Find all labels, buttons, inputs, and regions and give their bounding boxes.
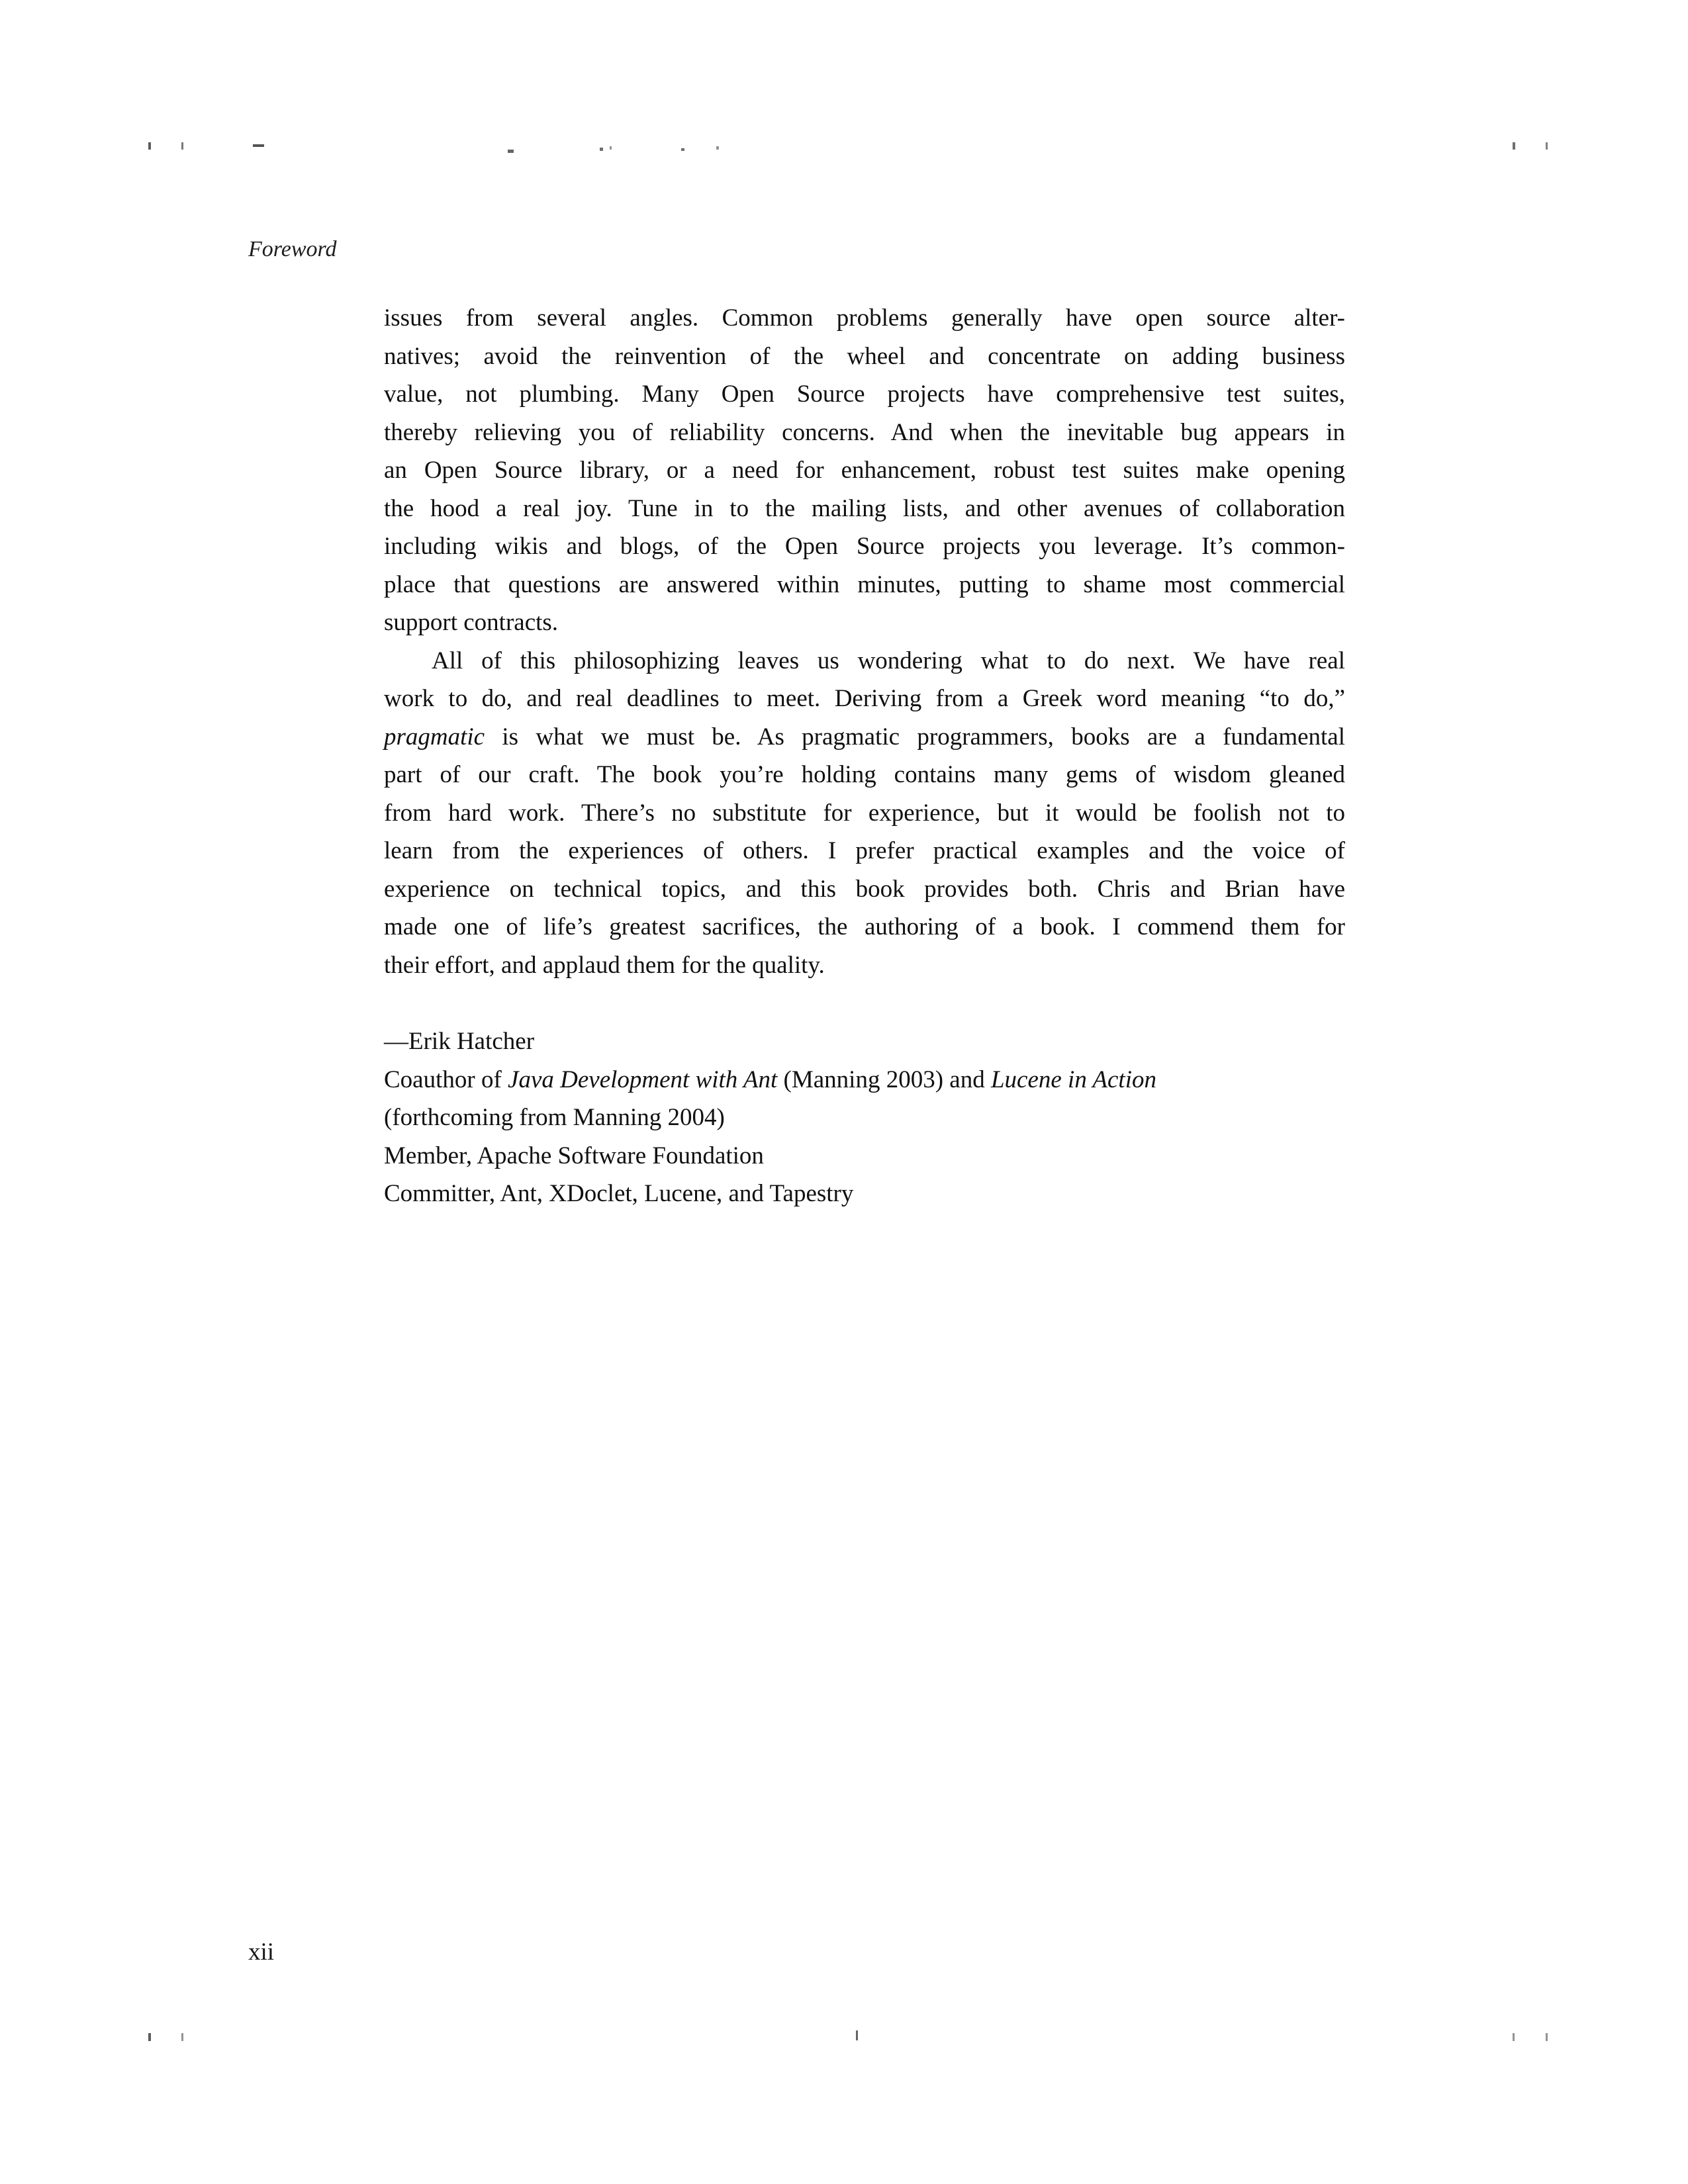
text-line — [384, 756, 1345, 794]
text-run: Member, Apache Software Foundation — [384, 1142, 764, 1169]
paragraph-continuation — [384, 299, 1345, 642]
text-line — [384, 680, 1345, 718]
print-mark — [181, 2033, 183, 2041]
text-line — [384, 832, 1345, 870]
text-line — [384, 527, 1345, 566]
text-run: from hard work. There’s no substitute for experience, but it would be foolish not to — [384, 799, 1345, 827]
signature-block — [384, 1023, 1345, 1213]
text-run: part of our craft. The book you’re holding contains many gems of wisdom gleaned — [384, 761, 1345, 788]
print-mark — [148, 142, 151, 150]
text-run: natives; avoid the reinvention of the wheel and concentrate on adding business — [384, 342, 1345, 370]
text-run: including wikis and blogs, of the Open Source projects you leverage. It’s common- — [384, 533, 1345, 560]
text-line — [384, 338, 1345, 376]
text-run: their effort, and applaud them for the quality. — [384, 951, 825, 979]
text-run: support contracts. — [384, 609, 559, 636]
page-number: xii — [248, 1938, 275, 1966]
print-mark — [1546, 142, 1548, 150]
paragraph-philosophizing — [384, 642, 1345, 985]
text-run: Committer, Ant, XDoclet, Lucene, and Tapestry — [384, 1180, 854, 1207]
text-run: experience on technical topics, and this book provides both. Chris and Brian have — [384, 875, 1345, 903]
print-mark — [253, 144, 264, 147]
text-line — [384, 1175, 1345, 1213]
text-line — [384, 1061, 1345, 1099]
text-line — [384, 566, 1345, 604]
text-line — [384, 718, 1345, 756]
text-line — [384, 375, 1345, 414]
text-line — [384, 908, 1345, 946]
text-run: All of this philosophizing leaves us wondering what to do next. We have real — [432, 647, 1345, 674]
print-mark — [1513, 142, 1515, 150]
text-run: made one of life’s greatest sacrifices, the authoring of a book. I commend them for — [384, 913, 1345, 940]
print-mark — [716, 146, 719, 150]
text-run: (Manning 2003) and — [777, 1066, 991, 1093]
text-line — [384, 642, 1345, 680]
print-mark — [181, 142, 183, 150]
print-mark — [610, 146, 612, 150]
text-line — [384, 604, 1345, 642]
italic-text: Java Development with Ant — [508, 1066, 778, 1093]
text-run: an Open Source library, or a need for enhancement, robust test suites make opening — [384, 457, 1345, 484]
print-mark — [600, 148, 603, 151]
text-line — [384, 299, 1345, 338]
text-run: learn from the experiences of others. I prefer practical examples and the voice of — [384, 837, 1345, 864]
text-line — [384, 414, 1345, 452]
text-line — [384, 1023, 1345, 1061]
print-mark — [856, 2030, 858, 2040]
text-run: is what we must be. As pragmatic programmers, books are a fundamental — [485, 723, 1345, 751]
text-line — [384, 870, 1345, 909]
italic-text: Lucene in Action — [990, 1066, 1156, 1093]
text-run: thereby relieving you of reliability concerns. And when the inevitable bug appears in — [384, 418, 1345, 446]
italic-text: pragmatic — [384, 723, 485, 751]
text-line — [384, 451, 1345, 490]
text-run: Coauthor of — [384, 1066, 508, 1093]
text-line — [384, 1137, 1345, 1175]
print-mark — [1513, 2033, 1515, 2041]
text-line — [384, 946, 1345, 985]
text-line — [384, 490, 1345, 528]
print-mark — [148, 2033, 151, 2041]
text-run: (forthcoming from Manning 2004) — [384, 1104, 725, 1131]
text-run: place that questions are answered within minutes, putting to shame most commercial — [384, 570, 1345, 598]
print-mark — [1546, 2033, 1548, 2041]
text-run: issues from several angles. Common problems generally have open source alter- — [384, 304, 1345, 332]
text-line — [384, 794, 1345, 833]
text-run: the hood a real joy. Tune in to the mailing lists, and other avenues of collaboration — [384, 494, 1345, 522]
running-header: Foreword — [248, 237, 337, 261]
print-mark — [508, 150, 514, 153]
text-run: value, not plumbing. Many Open Source projects have comprehensive test suites, — [384, 381, 1345, 408]
body-text — [384, 299, 1345, 1213]
text-run: —Erik Hatcher — [384, 1028, 535, 1055]
text-run: work to do, and real deadlines to meet. Deriving from a Greek word meaning “to do,” — [384, 685, 1345, 712]
text-line — [384, 1099, 1345, 1137]
print-mark — [681, 148, 684, 151]
